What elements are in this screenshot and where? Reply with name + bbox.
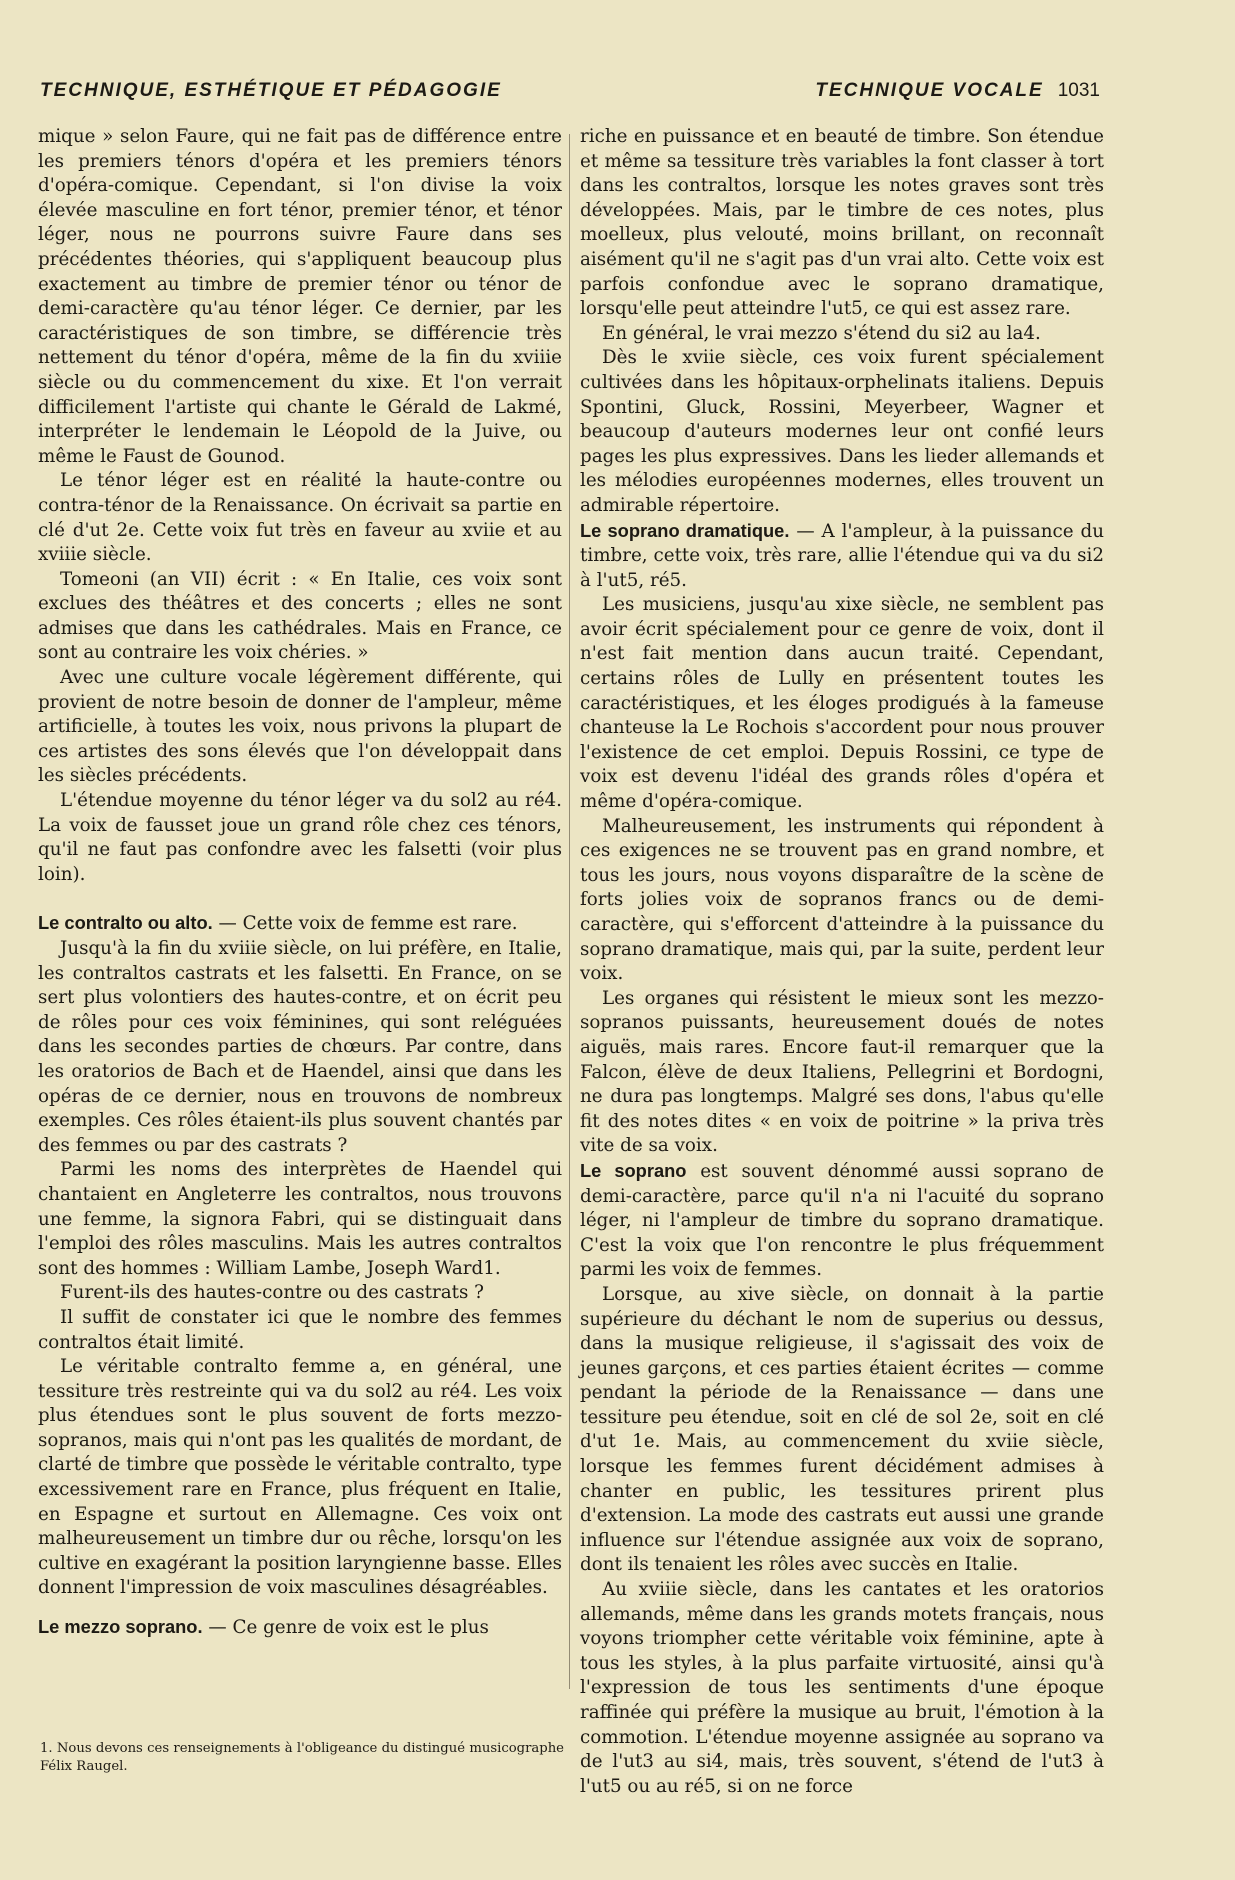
section-lead-text: — Cette voix de femme est rare. (212, 913, 518, 935)
running-header (40, 80, 1100, 110)
paragraph: Au xviiie siècle, dans les cantates et les oratorios allemands, même dans les grands motets français, nous voyons triompher cette véritable voix féminine, apte à tous les styles, à la plus parfaite virtuosité, ainsi qu'à l'expression de tous les sentiments d'une époque raffinée qui préfère la musique au bruit, l'émotion à la commotion. L'étendue moyenne assignée au soprano va de l'ut3 au si4, mais, très souvent, s'étend de l'ut3 à l'ut5 ou au ré5, si on ne force (580, 1579, 1104, 1797)
paragraph: Malheureusement, les instruments qui répondent à ces exigences ne se trouvent pas en grand nombre, et tous les jours, nous voyons disparaître de la scène de forts jolies voix de sopranos francs ou de demi-caractère, qui s'efforcent d'atteindre à la puissance du soprano dramatique, mais qui, par la suite, perdent leur voix. (580, 815, 1104, 985)
section-heading-contralto: Le contralto ou alto. (38, 912, 213, 934)
column-divider (569, 134, 570, 1689)
paragraph: Tomeoni (an VII) écrit : « En Italie, ces voix sont exclues des théâtres et des concerts ; elles ne sont admises que dans les cathédrales. Mais en France, ce sont au contraire les voix chéries. » (38, 568, 562, 664)
paragraph: En général, le vrai mezzo s'étend du si2 au la4. (602, 322, 1041, 344)
header-chapter-label: TECHNIQUE VOCALE (815, 80, 1044, 101)
paragraph: Les musiciens, jusqu'au xixe siècle, ne semblent pas avoir écrit spécialement pour ce genre de voix, dont il n'est fait mention dans aucun traité. Cependant, certains rôles de Lully en présentent toutes les caractéristiques, et les éloges prodigués à la fameuse chanteuse la Le Rochois s'accordent pour nous prouver l'existence de cet emploi. Depuis Rossini, ce type de voix est devenu l'idéal des grands rôles d'opéra et même d'opéra-comique. (580, 594, 1104, 813)
section-lead-text: est souvent dénommé aussi soprano de demi-caractère, parce qu'il n'a ni l'acuité du soprano léger, ni l'ampleur de timbre du soprano dramatique. C'est la voix que l'on rencontre le plus fréquemment parmi les voix de femmes. (580, 1160, 1104, 1281)
paragraph: riche en puissance et en beauté de timbre. Son étendue et même sa tessiture très variables la font classer à tort dans les contraltos, lorsque les notes graves sont très développées. Mais, par le timbre de ces notes, plus moelleux, plus velouté, moins brillant, on reconnaît aisément qu'il ne s'agit pas d'un vrai alto. Cette voix est parfois confondue avec le soprano dramatique, lorsqu'elle peut atteindre l'ut5, ce qui est assez rare. (580, 126, 1104, 320)
paragraph: Le ténor léger est en réalité la haute-contre ou contra-ténor de la Renaissance. On écrivait sa partie en clé d'ut 2e. Cette voix fut très en faveur au xviie et au xviiie siècle. (38, 470, 562, 566)
paragraph: Avec une culture vocale légèrement différente, qui provient de notre besoin de donner de l'ampleur, même artificielle, à toutes les voix, nous privons la plupart de ces artistes des sons élevés que l'on développait dans les siècles précédents. (38, 667, 562, 787)
section-heading-soprano-dramatique: Le soprano dramatique. (580, 519, 790, 541)
footnote: 1. Nous devons ces renseignements à l'obligeance du distingué musicographe Félix Raugel. (40, 1741, 564, 1774)
section-lead-text: — Ce genre de voix est le plus (202, 1617, 489, 1639)
paragraph: L'étendue moyenne du ténor léger va du sol2 au ré4. La voix de fausset joue un grand rôle chez ces ténors, qu'il ne faut pas confondre avec les falsetti (voir plus loin). (38, 790, 562, 885)
paragraph: Il suffit de constater ici que le nombre des femmes contraltos était limité. (38, 1306, 562, 1353)
section-heading-mezzo: Le mezzo soprano. (38, 1616, 203, 1638)
header-chapter-title (815, 80, 1100, 102)
paragraph: Le véritable contralto femme a, en général, une tessiture très restreinte qui va du sol2 au ré4. Les voix plus étendues sont le plus souvent de forts mezzo-sopranos, mais qui n'ont pas les qualités de mordant, de clarté de timbre que possède le véritable contralto, type excessivement rare en France, plus fréquent en Italie, en Espagne et surtout en Allemagne. Ces voix ont malheureusement un timbre dur ou rêche, lorsqu'on les cultive en exagérant la position laryngienne basse. Elles donnent l'impression de voix masculines désagréables. (38, 1356, 562, 1599)
section-lead-text: — A l'ampleur, à la puissance du timbre, cette voix, très rare, allie l'étendue qui va du si2 à l'ut5, ré5. (580, 520, 1104, 591)
paragraph: Dès le xviie siècle, ces voix furent spécialement cultivées dans les hôpitaux-orphelinats italiens. Depuis Spontini, Gluck, Rossini, Meyerbeer, Wagner et beaucoup d'auteurs modernes leur ont confié leurs pages les plus expressives. Dans les lieder allemands et les mélodies européennes modernes, elles trouvent un admirable répertoire. (580, 347, 1104, 516)
page-number: 1031 (1057, 80, 1100, 101)
paragraph: Furent-ils des hautes-contre ou des castrats ? (60, 1282, 484, 1304)
paragraph: mique » selon Faure, qui ne fait pas de différence entre les premiers ténors d'opéra et les premiers ténors d'opéra-comique. Cependant, si l'on divise la voix élevée masculine en fort ténor, premier ténor, et ténor léger, nous ne pourrons suivre Faure dans ses précédentes théories, qui s'appliquent beaucoup plus exactement au timbre de premier ténor ou ténor de demi-caractère qu'au ténor léger. Ce dernier, par les caractéristiques de son timbre, se différencie très nettement du ténor d'opéra, même de la fin du xviiie siècle ou du commencement du xixe. Et l'on verrait difficilement l'artiste qui chante le Gérald de Lakmé, interpréter le lendemain le Léopold de la Juive, ou même le Faust de Gounod. (38, 126, 562, 467)
paragraph: Lorsque, au xive siècle, on donnait à la partie supérieure du déchant le nom de superius ou dessus, dans la musique religieuse, il s'agissait des voix de jeunes garçons, et ces parties étaient écrites — comme pendant la période de la Renaissance — dans une tessiture peu étendue, soit en clé de sol 2e, soit en clé d'ut 1e. Mais, au commencement du xviie siècle, lorsque les femmes furent décidément admises à chanter en public, les tessitures prirent plus d'extension. La mode des castrats eut aussi une grande influence sur l'étendue assignée aux voix de soprano, dont ils tenaient les rôles avec succès en Italie. (580, 1283, 1104, 1576)
right-column (580, 125, 1104, 1799)
paragraph: Jusqu'à la fin du xviiie siècle, on lui préfère, en Italie, les contraltos castrats et les falsetti. En France, on se sert plus volontiers des hautes-contre, et on écrit peu de rôles pour ces voix féminines, qui sont reléguées dans les secondes parties de chœurs. Par contre, dans les oratorios de Bach et de Haendel, ainsi que dans les opéras de ce dernier, nous en trouvons de nombreux exemples. Ces rôles étaient-ils plus souvent chantés par des femmes ou par des castrats ? (38, 938, 562, 1156)
left-column (38, 125, 562, 1641)
paragraph: Les organes qui résistent le mieux sont les mezzo-sopranos puissants, heureusement doués de notes aiguës, mais rares. Encore faut-il remarquer que la Falcon, élève de deux Italiens, Pellegrini et Bordogni, ne dura pas longtemps. Malgré ses dons, l'abus qu'elle fit des notes dites « en voix de poitrine » la priva très vite de sa voix. (580, 987, 1104, 1157)
section-heading-soprano: Le soprano (580, 1159, 687, 1181)
paragraph: Parmi les noms des interprètes de Haendel qui chantaient en Angleterre les contraltos, nous trouvons une femme, la signora Fabri, qui se distinguait dans l'emploi des rôles masculins. Mais les autres contraltos sont des hommes : William Lambe, Joseph Ward1. (38, 1159, 562, 1279)
header-section-title: TECHNIQUE, ESTHÉTIQUE ET PÉDAGOGIE (40, 80, 502, 101)
